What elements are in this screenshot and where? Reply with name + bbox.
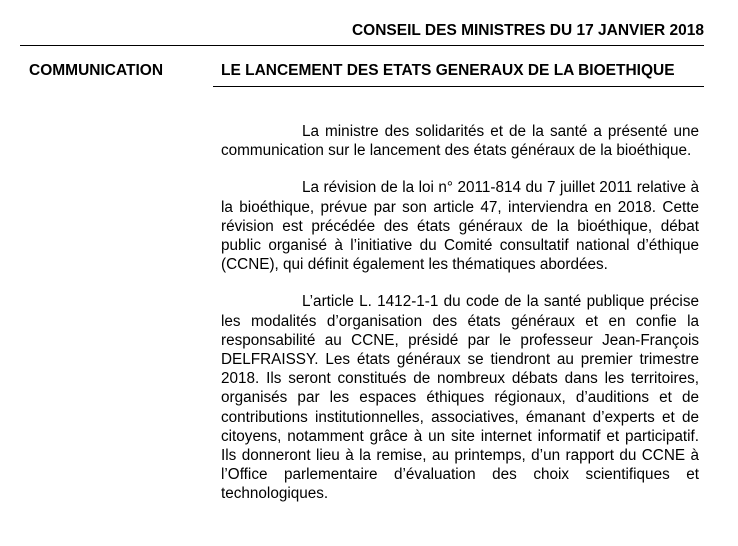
body-text bbox=[221, 122, 699, 522]
page-header-title: CONSEIL DES MINISTRES DU 17 JANVIER 2018 bbox=[351, 22, 704, 39]
paragraph-3: L’article L. 1412-1-1 du code de la santé publique précise les modalités d’organisation des états généraux et en confie la responsabilité au CCNE, présidé par le professeur Jean-François DELFRAISSY. Les états généraux se tiendront au premier trimestre 2018. Ils seront constitués de nombreux débats dans les territoires, organisés par les espaces éthiques régionaux, d’auditions et de contributions institutionnelles, associatives, émanant d’experts et de citoyens, notamment grâce à un site internet informatif et participatif. Ils donneront lieu à la remise, au printemps, d’un rapport du CCNE à l’Office parlementaire d’évaluation des choix scientifiques et technologiques. bbox=[221, 293, 699, 503]
section-label: COMMUNICATION bbox=[29, 62, 164, 79]
paragraph-2: La révision de la loi n° 2011-814 du 7 juillet 2011 relative à la bioéthique, prévue par son article 47, interviendra en 2018. Cette révision est précédée des états généraux de la bioéthique, débat public organisé à l’initiative du Comité consultatif national d’éthique (CCNE), qui définit également les thématiques abordées. bbox=[221, 179, 699, 274]
header-divider bbox=[20, 45, 704, 46]
paragraph-1: La ministre des solidarités et de la santé a présenté une communication sur le lancement des états généraux de la bioéthique. bbox=[221, 123, 699, 160]
section-title: LE LANCEMENT DES ETATS GENERAUX DE LA BIOETHIQUE bbox=[221, 62, 675, 79]
title-underline bbox=[213, 86, 704, 87]
